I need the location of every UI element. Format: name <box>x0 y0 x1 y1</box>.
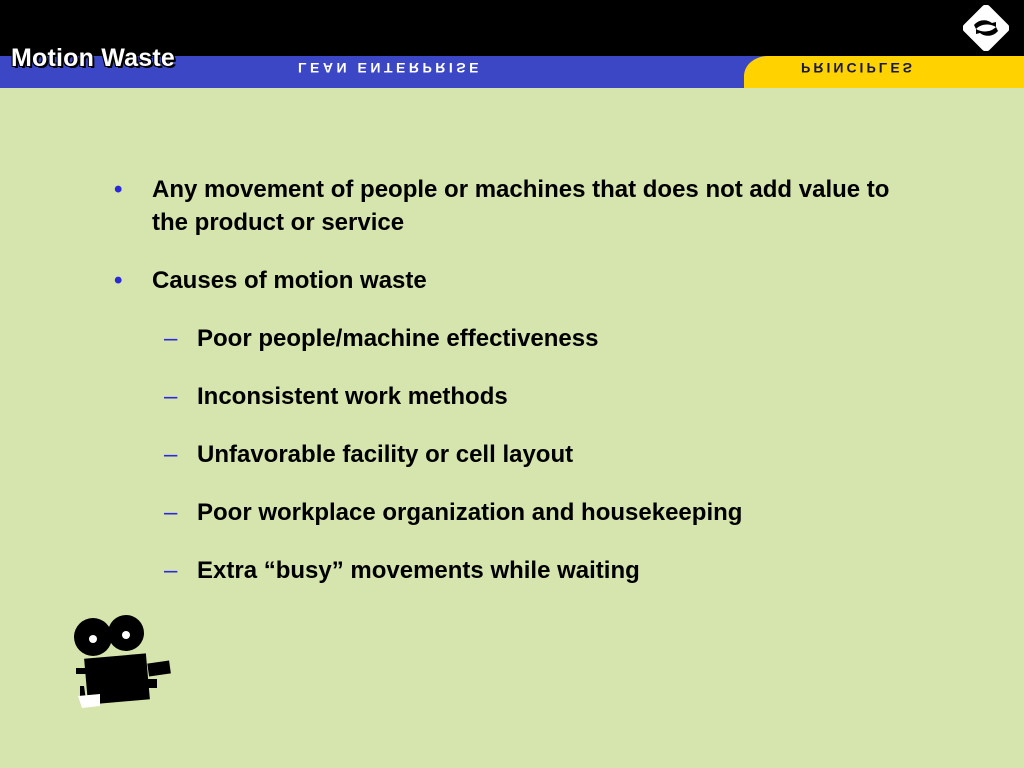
sub-bullet-text: Poor people/machine effectiveness <box>197 325 599 352</box>
bullet-list <box>112 173 932 612</box>
sub-list-item <box>112 322 932 355</box>
slide-title: Motion Waste <box>11 44 175 72</box>
company-logo-icon <box>963 5 1009 51</box>
sub-list-item <box>112 496 932 529</box>
dash-marker: – <box>164 441 178 468</box>
bullet-text: Any movement of people or machines that does not add value to the product or service <box>152 176 890 236</box>
sub-list-item <box>112 380 932 413</box>
bullet-text: Causes of motion waste <box>152 267 427 294</box>
sub-bullet-text: Poor workplace organization and housekeeping <box>197 499 743 526</box>
movie-camera-icon <box>70 612 180 712</box>
sub-bullet-text: Unfavorable facility or cell layout <box>197 441 574 468</box>
sub-bullet-text: Inconsistent work methods <box>197 383 508 410</box>
sub-bullet-text: Extra “busy” movements while waiting <box>197 557 640 584</box>
list-item <box>112 173 932 239</box>
sub-list-item <box>112 438 932 471</box>
dash-marker: – <box>164 499 178 526</box>
band-label-principles: PRINCIPLES <box>801 60 916 76</box>
dash-marker: – <box>164 557 178 584</box>
list-item <box>112 264 932 297</box>
dash-marker: – <box>164 325 178 352</box>
dash-marker: – <box>164 383 178 410</box>
sub-list-item <box>112 554 932 587</box>
bullet-marker: • <box>114 267 123 294</box>
bullet-marker: • <box>114 176 123 203</box>
band-label-lean-enterprise: LEAN ENTERPRISE <box>298 60 482 76</box>
